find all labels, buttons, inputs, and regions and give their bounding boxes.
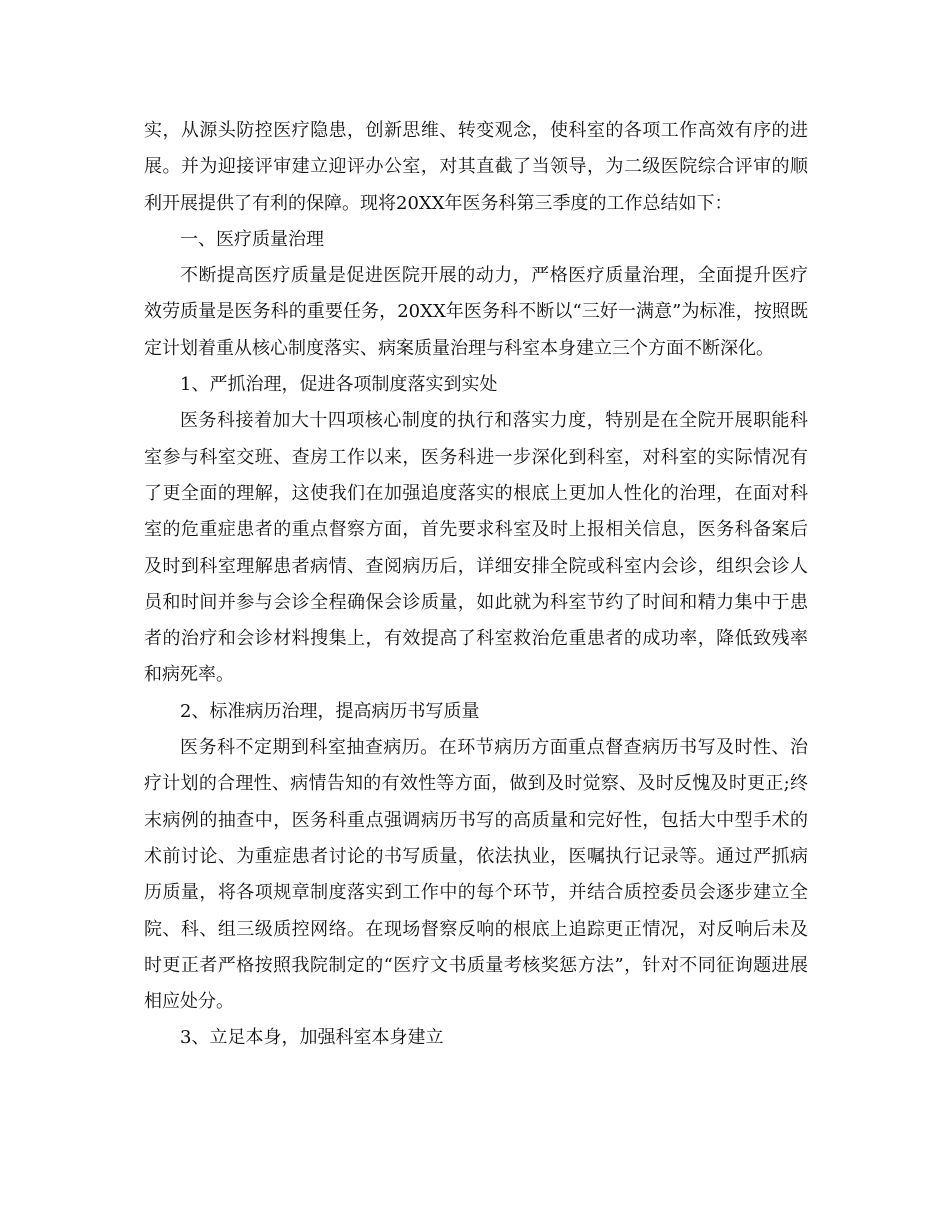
paragraph-quality-overview: 不断提高医疗质量是促进医院开展的动力，严格医疗质量治理，全面提升医疗效劳质量是医务科的重要任务，20XX年医务科不断以“三好一满意”为标准，按照既定计划着重从核心制度落实、病案质量治理与科室本身建立三个方面不断深化。 [144,265,808,359]
subsection-heading-3: 3、立足本身，加强科室本身建立 [180,1027,444,1049]
paragraph-medical-records: 医务科不定期到科室抽查病历。在环节病历方面重点督查病历书写及时性、治疗计划的合理性、病情告知的有效性等方面，做到及时觉察、及时反愧及时更正;终末病例的抽查中，医务科重点强调病历书写的高质量和完好性，包括大中型手术的术前讨论、为重症患者讨论的书写质量，依法执业，医嘱执行记录等。通过严抓病历质量，将各项规章制度落实到工作中的每个环节，并结合质控委员会逐步建立全院、科、组三级质控网络。在现场督察反响的根底上追踪更正情况，对反响后未及时更正者严格按照我院制定的“医疗文书质量考核奖惩方法”，针对不同征询题进展相应处分。 [144,737,808,1013]
section-heading-medical-quality: 一、医疗质量治理 [180,228,324,250]
subsection-heading-2: 2、标准病历治理，提高病历书写质量 [180,700,480,722]
paragraph-core-systems: 医务科接着加大十四项核心制度的执行和落实力度，特别是在全院开展职能科室参与科室交班、查房工作以来，医务科进一步深化到科室，对科室的实际情况有了更全面的理解，这使我们在加强追度落实的根底上更加人性化的治理，在面对科室的危重症患者的重点督察方面，首先要求科室及时上报相关信息，医务科备案后及时到科室理解患者病情、查阅病历后，详细安排全院或科室内会诊，组织会诊人员和时间并参与会诊全程确保会诊质量，如此就为科室节约了时间和精力集中于患者的治疗和会诊材料搜集上，有效提高了科室救治危重患者的成功率，降低致残率和病死率。 [144,410,808,686]
subsection-heading-1: 1、严抓治理，促进各项制度落实到实处 [180,374,498,396]
paragraph-intro: 实，从源头防控医疗隐患，创新思维、转变观念，使科室的各项工作高效有序的进展。并为迎接评审建立迎评办公室，对其直截了当领导，为二级医院综合评审的顺利开展提供了有利的保障。现将20XX年医务科第三季度的工作总结如下： [144,120,808,214]
document-body [144,113,808,1057]
